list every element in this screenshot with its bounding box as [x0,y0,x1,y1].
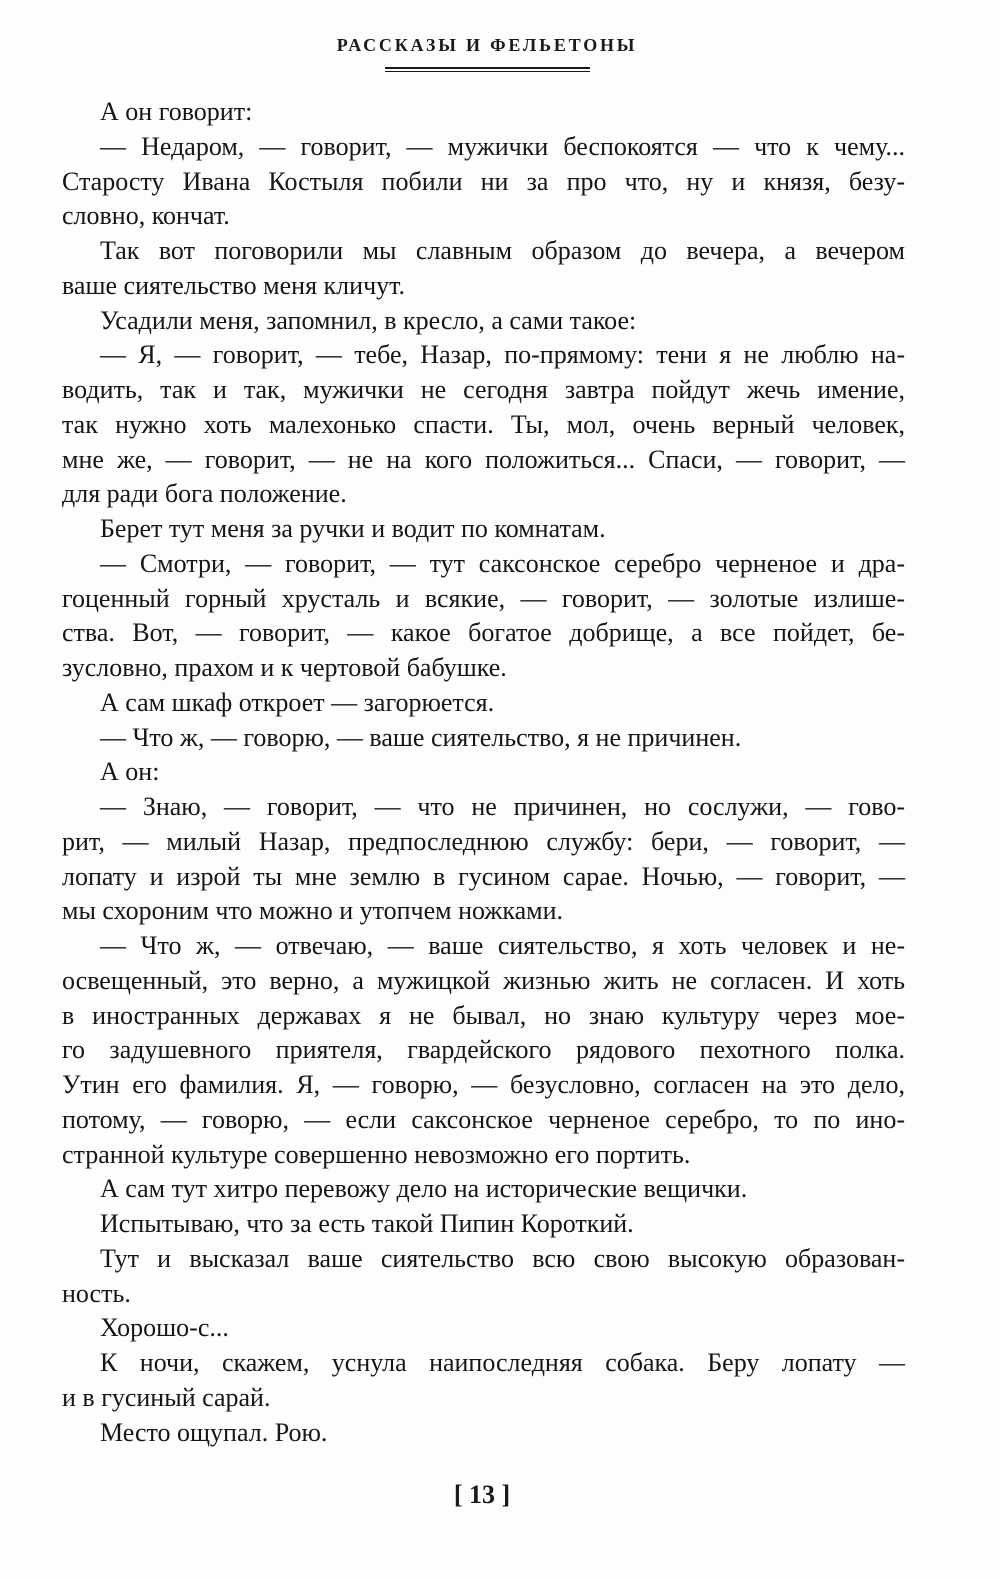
running-header: РАССКАЗЫ И ФЕЛЬЕТОНЫ [336,35,638,55]
paragraph [62,512,905,547]
text-line: Берет тут меня за ручки и водит по комнатам. [100,514,606,543]
text-line: — Я, — говорит, — тебе, Назар, по-прямому: тени я не люблю на- [100,340,905,370]
text-line: потому, — говорю, — если саксонское черненое серебро, то по ино- [62,1104,905,1134]
text-line: Старосту Ивана Костыля побили ни за про что, ну и князя, безу- [62,166,905,196]
text-line: водить, так и так, мужички не сегодня завтра пойдут жечь имение, [62,375,905,404]
text-line: в иностранных державах я не бывал, но знаю культуру через мое- [62,1000,905,1030]
page-number: [ 13 ] [453,1480,511,1509]
header-rule [385,67,590,72]
text-line: А сам шкаф откроет — загорюется. [100,687,495,717]
text-line: Так вот поговорили мы славным образом до вечера, а вечером [100,236,905,265]
text-line: А он: [100,757,160,787]
text-line: — Что ж, — отвечаю, — ваше сиятельство, я хоть человек и не- [100,931,905,960]
text-line: странной культуре совершенно невозможно его портить. [62,1139,691,1169]
paragraph [62,338,905,512]
text-line: ность. [62,1278,131,1308]
text-line: ства. Вот, — говорит, — какое богатое добрище, а все пойдет, бе- [62,618,905,648]
paragraph [62,304,905,339]
paragraph [62,755,905,790]
text-line: и в гусиный сарай. [62,1382,271,1412]
text-line: ваше сиятельство меня кличут. [62,270,406,300]
paragraph [62,1311,905,1346]
text-line: Испытываю, что за есть такой Пипин Короткий. [100,1209,634,1238]
paragraph [62,1207,905,1242]
text-line: освещенный, это верно, а мужицкой жизнью жить не согласен. И хоть [62,965,905,995]
text-line: — Смотри, — говорит, — тут саксонское серебро черненое и дра- [100,548,905,578]
text-line: зусловно, прахом и к чертовой бабушке. [62,653,507,682]
paragraph [62,686,905,721]
text-line: для ради бога положение. [62,479,347,509]
paragraph [62,1242,905,1312]
text-line: мы схороним что можно и утопчем ножками. [62,896,563,926]
paragraph [62,1172,905,1207]
text-line: гоценный горный хрусталь и всякие, — говорит, — золотые излише- [62,583,905,613]
paragraph [62,547,905,686]
text-line: Тут и высказал ваше сиятельство всю свою высокую образован- [100,1243,905,1273]
text-line: так нужно хоть малехонько спасти. Ты, мол, очень верный человек, [62,409,905,439]
text-line: — Что ж, — говорю, — ваше сиятельство, я не причинен. [100,722,742,752]
text-line: — Недаром, — говорит, — мужички беспокоятся — что к чему... [100,131,905,161]
text-line: рит, — милый Назар, предпоследнюю службу: бери, — говорит, — [62,826,905,856]
paragraph [62,1416,905,1451]
text-line: мне же, — говорит, — не на кого положиться... Спаси, — говорит, — [62,444,905,474]
text-line: А он говорит: [100,97,253,126]
paragraph [62,130,905,234]
text-line: К ночи, скажем, уснула наипоследняя собака. Беру лопату — [100,1348,905,1377]
paragraph [62,234,905,304]
paragraph [62,721,905,756]
text-line: го задушевного приятеля, гвардейского рядового пехотного полка. [62,1035,905,1065]
text-line: Утин его фамилия. Я, — говорю, — безусловно, согласен на это дело, [62,1070,905,1099]
paragraph [62,1346,905,1416]
paragraph [62,790,905,929]
text-line: словно, кончат. [62,201,230,231]
text-line: Хорошо-с... [100,1313,229,1343]
text-line: лопату и изрой ты мне землю в гусином сарае. Ночью, — говорит, — [62,861,905,891]
text-line: Усадили меня, запомнил, в кресло, а сами такое: [100,305,637,335]
text-line: А сам тут хитро перевожу дело на исторические вещички. [100,1174,748,1204]
text-line: Место ощупал. Рою. [100,1417,328,1447]
paragraph [62,95,905,130]
text-line: — Знаю, — говорит, — что не причинен, но сослужи, — гово- [100,792,905,821]
paragraph [62,929,905,1172]
body-text [62,95,905,1450]
